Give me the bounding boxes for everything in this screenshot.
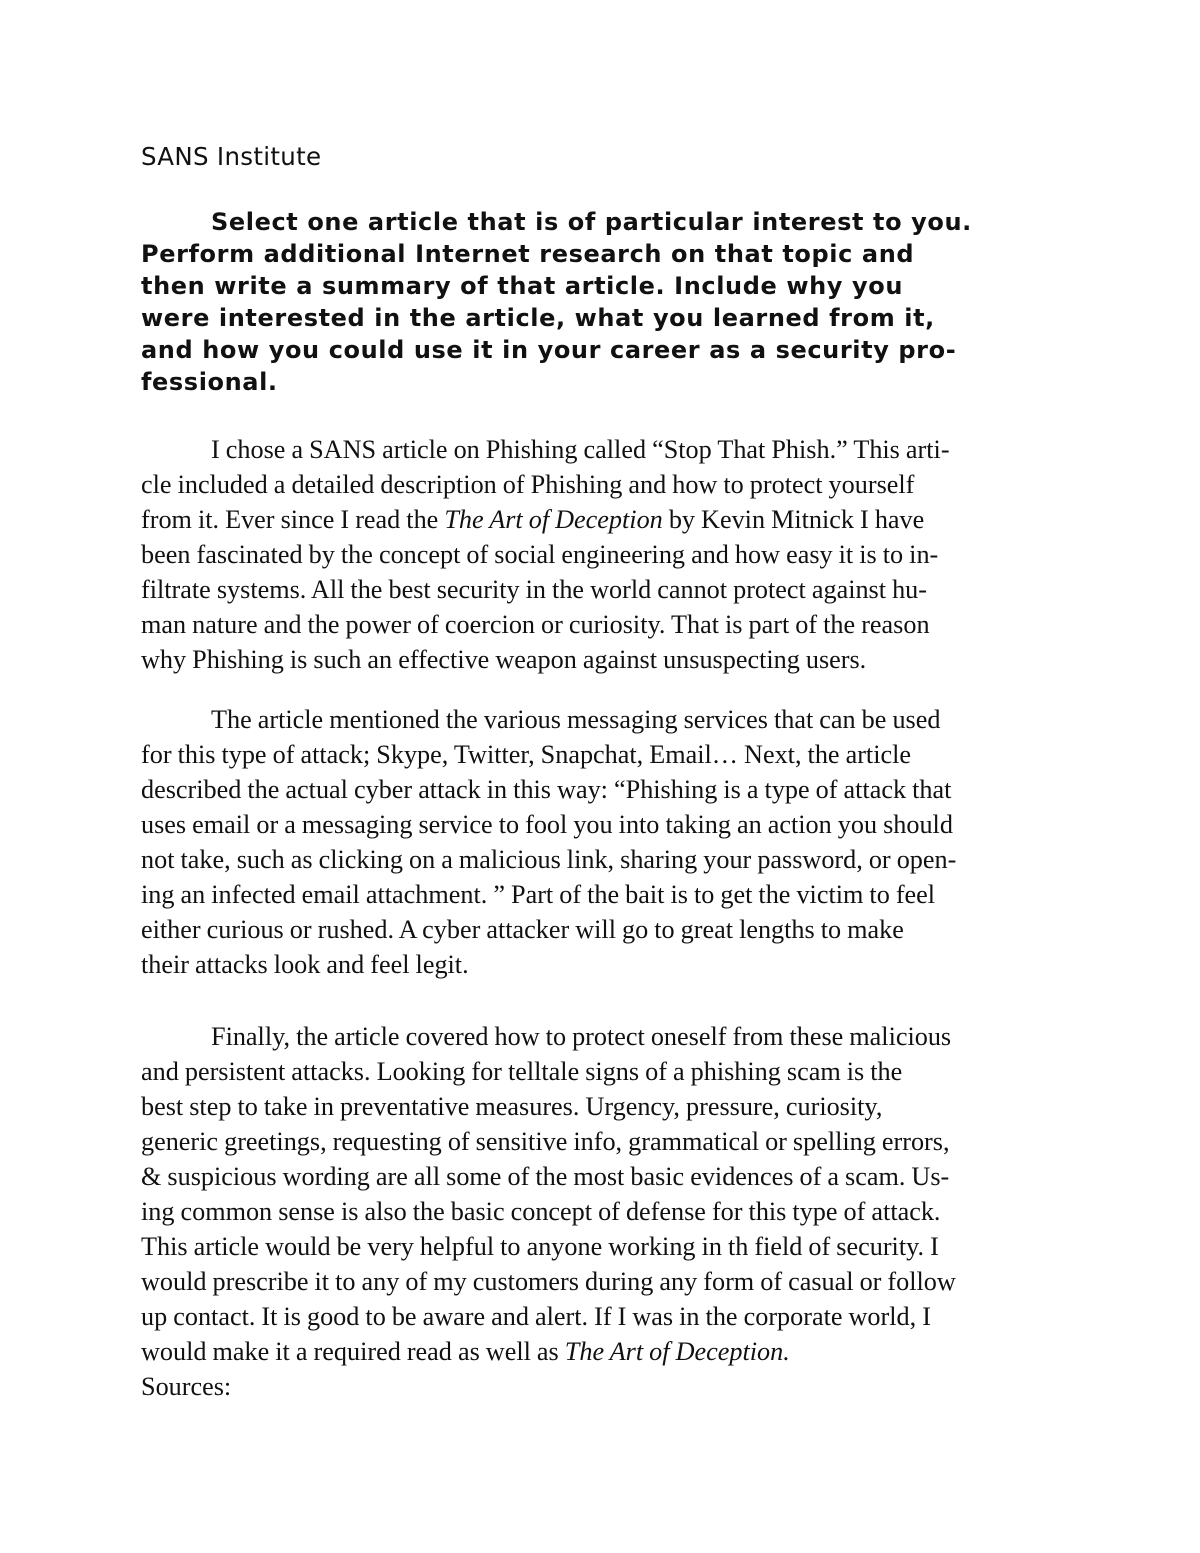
paragraph-2-line-6: ing an infected email attachment. ” Part of the bait is to get the victim to feel (141, 880, 936, 909)
prompt-line-6: fessional. (141, 368, 278, 396)
paragraph-2-line-7: either curious or rushed. A cyber attacker will go to great lengths to make (141, 915, 904, 944)
book-title: The Art of Deception (444, 505, 663, 534)
paragraph-3-line-5: & suspicious wording are all some of the most basic evidences of a scam. Us- (141, 1162, 950, 1191)
paragraph-2-line-8: their attacks look and feel legit. (141, 950, 469, 979)
paragraph-1-line-6: man nature and the power of coercion or curiosity. That is part of the reason (141, 610, 930, 639)
paragraph-1-line-7: why Phishing is such an effective weapon against unsuspecting users. (141, 645, 867, 674)
paragraph-1-line-4: been fascinated by the concept of social engineering and how easy it is to in- (141, 540, 939, 569)
paragraph-2-line-2: for this type of attack; Skype, Twitter, Snapchat, Email… Next, the article (141, 740, 911, 769)
text-segment: would make it a required read as well as (141, 1337, 565, 1366)
prompt-line-1: Select one article that is of particular interest to you. (211, 208, 972, 236)
prompt-line-3: then write a summary of that article. Include why you (141, 272, 904, 300)
paragraph-1-line-3 (141, 503, 924, 537)
prompt-line-4: were interested in the article, what you learned from it, (141, 304, 935, 332)
document-heading: SANS Institute (141, 142, 322, 171)
sources-label: Sources: (141, 1372, 232, 1401)
paragraph-2-line-5: not take, such as clicking on a malicious link, sharing your password, or open- (141, 845, 957, 874)
paragraph-1-line-2: cle included a detailed description of Phishing and how to protect yourself (141, 470, 915, 499)
paragraph-3-line-4: generic greetings, requesting of sensitive info, grammatical or spelling errors, (141, 1127, 950, 1156)
book-title: The Art of Deception. (564, 1337, 790, 1366)
paragraph-3-line-7: This article would be very helpful to anyone working in th field of security. I (141, 1232, 939, 1261)
paragraph-2-line-4: uses email or a messaging service to fool you into taking an action you should (141, 810, 953, 839)
paragraph-3-line-2: and persistent attacks. Looking for telltale signs of a phishing scam is the (141, 1057, 903, 1086)
paragraph-2-line-1: The article mentioned the various messaging services that can be used (211, 705, 941, 734)
paragraph-3-line-8: would prescribe it to any of my customers during any form of casual or follow (141, 1267, 956, 1296)
paragraph-3-line-6: ing common sense is also the basic concept of defense for this type of attack. (141, 1197, 941, 1226)
text-segment: by Kevin Mitnick I have (662, 505, 925, 534)
paragraph-3-line-9: up contact. It is good to be aware and alert. If I was in the corporate world, I (141, 1302, 931, 1331)
paragraph-3-line-1: Finally, the article covered how to protect oneself from these malicious (211, 1022, 952, 1051)
paragraph-1-line-5: filtrate systems. All the best security in the world cannot protect against hu- (141, 575, 927, 604)
paragraph-1-line-1: I chose a SANS article on Phishing called “Stop That Phish.” This arti- (211, 435, 950, 464)
paragraph-3-line-3: best step to take in preventative measures. Urgency, pressure, curiosity, (141, 1092, 883, 1121)
paragraph-2-line-3: described the actual cyber attack in this way: “Phishing is a type of attack that (141, 775, 952, 804)
prompt-line-5: and how you could use it in your career as a security pro- (141, 336, 957, 364)
prompt-line-2: Perform additional Internet research on that topic and (141, 240, 915, 268)
paragraph-3-line-10 (141, 1335, 790, 1369)
text-segment: from it. Ever since I read the (141, 505, 445, 534)
